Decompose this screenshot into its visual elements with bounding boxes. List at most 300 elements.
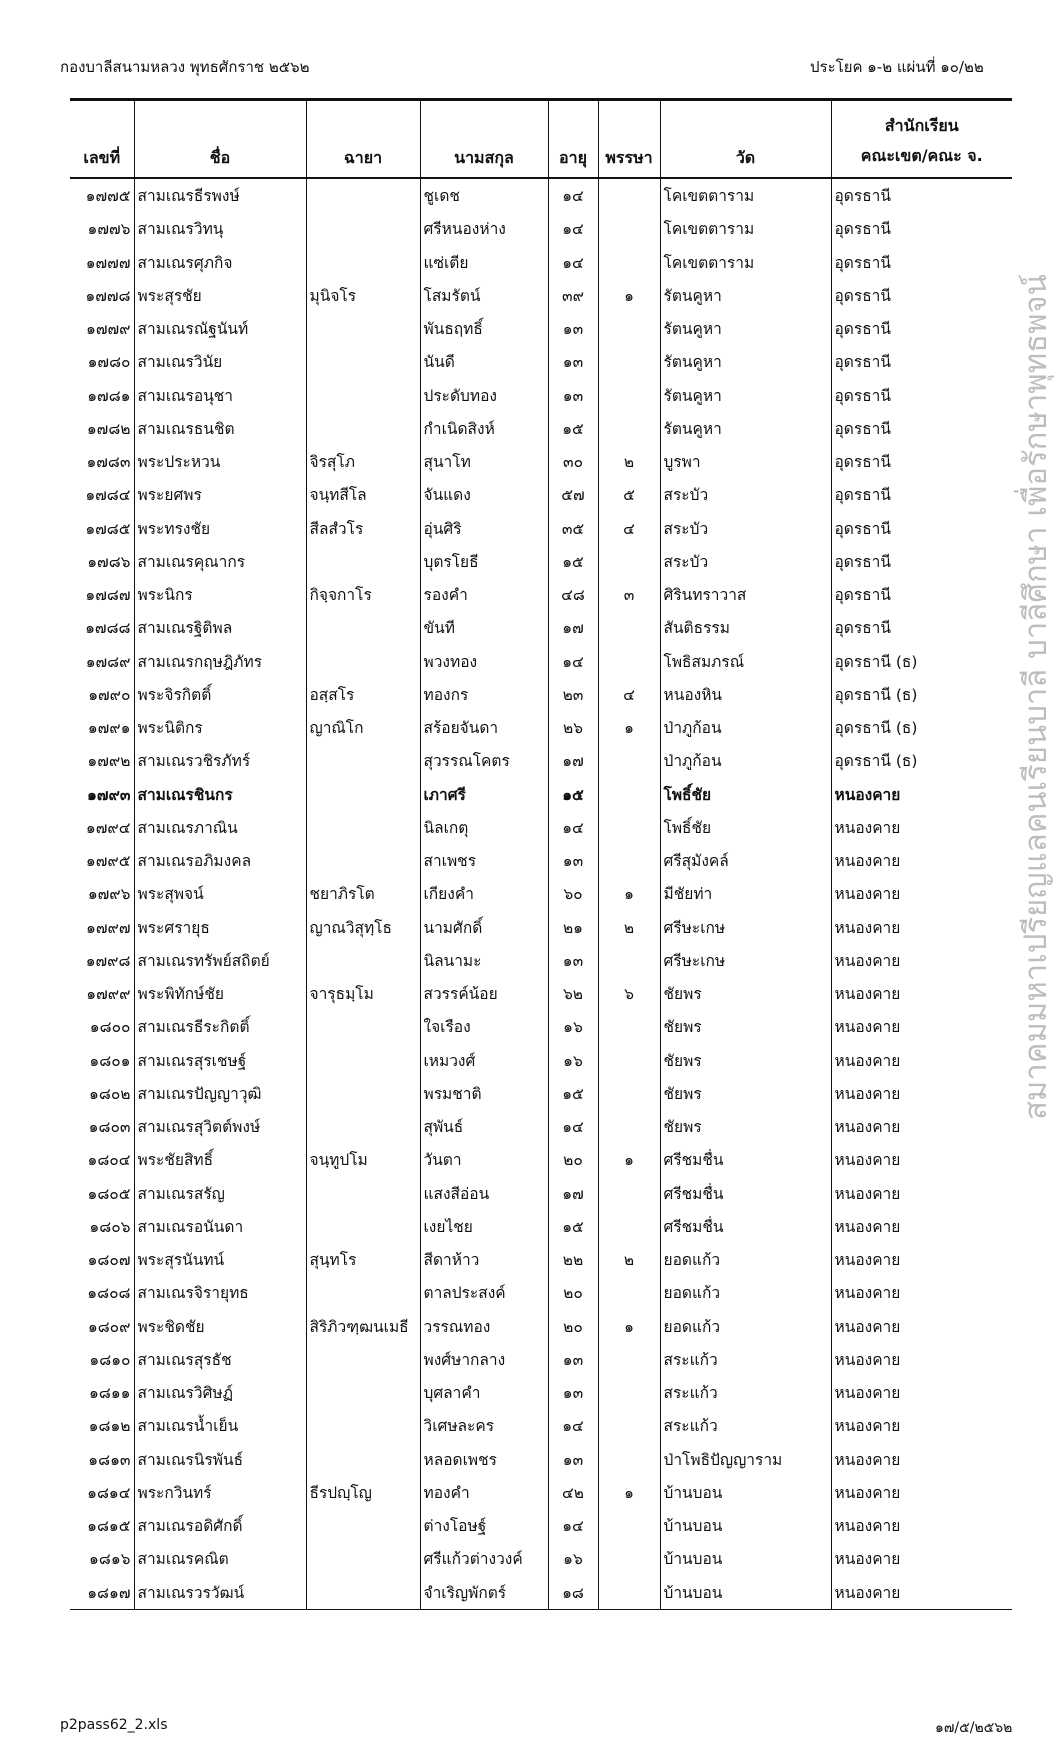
cell-school: อุดรธานี (ธ) [831, 645, 1012, 678]
cell-no: ๑๘๑๖ [89, 1550, 131, 1569]
cell-school: อุดรธานี [831, 379, 1012, 412]
cell-name: พระจิรกิตติ์ [134, 678, 306, 711]
table-row [70, 445, 1012, 478]
cell-surname: เหมวงศ์ [420, 1044, 548, 1077]
cell-wat: สระบัว [660, 478, 831, 511]
footer-filename: p2pass62_2.xls [60, 1717, 168, 1733]
cell-name: พระสุรนันทน์ [134, 1243, 306, 1276]
table-row [70, 246, 1012, 279]
cell-name: สามเณรทรัพย์สถิตย์ [134, 944, 306, 977]
cell-school: หนองคาย [831, 911, 1012, 944]
table-row [70, 545, 1012, 578]
cell-chaya: จิรสุโภ [306, 445, 420, 478]
cell-age: ๑๔ [548, 246, 598, 279]
cell-no: ๑๗๙๙ [86, 985, 131, 1004]
cell-school: หนองคาย [831, 1210, 1012, 1243]
cell-surname: นิลเกตุ [420, 811, 548, 844]
cell-chaya: สิริภิวฑฺฒนเมธี [306, 1310, 420, 1343]
cell-age: ๒๑ [548, 911, 598, 944]
cell-name: พระทรงชัย [134, 512, 306, 545]
cell-age: ๑๔ [548, 1110, 598, 1143]
cell-school: หนองคาย [831, 1276, 1012, 1309]
cell-wat: ศรีษะเกษ [660, 944, 831, 977]
table-row [70, 512, 1012, 545]
cell-wat: ชัยพร [660, 1077, 831, 1110]
cell-name: สามเณรอนุชา [134, 379, 306, 412]
cell-surname: แซ่เตีย [420, 246, 548, 279]
table-row [70, 1010, 1012, 1043]
cell-chaya: สีลสํวโร [306, 512, 420, 545]
cell-surname: สีดาห้าว [420, 1243, 548, 1276]
table-body [70, 178, 1012, 1609]
cell-wat: ชัยพร [660, 1044, 831, 1077]
cell-wat: รัตนคูหา [660, 412, 831, 445]
cell-name: พระสุรชัย [134, 279, 306, 312]
cell-age: ๑๔ [548, 1509, 598, 1542]
cell-school: หนองคาย [831, 1376, 1012, 1409]
table-row [70, 1143, 1012, 1176]
table-row [70, 877, 1012, 910]
cell-name: พระชิดชัย [134, 1310, 306, 1343]
cell-surname: ตาลประสงค์ [420, 1276, 548, 1309]
cell-chaya [306, 545, 420, 578]
cell-wat: ชัยพร [660, 1010, 831, 1043]
cell-age: ๖๒ [548, 977, 598, 1010]
cell-vassa: ๔ [598, 512, 660, 545]
cell-vassa: ๑ [598, 1310, 660, 1343]
cell-vassa: ๑ [598, 1476, 660, 1509]
cell-vassa [598, 1542, 660, 1575]
cell-school: หนองคาย [831, 1409, 1012, 1442]
cell-surname: นามศักดิ์ [420, 911, 548, 944]
cell-age: ๔๒ [548, 1476, 598, 1509]
table-row [70, 345, 1012, 378]
cell-chaya [306, 1576, 420, 1610]
cell-school: อุดรธานี [831, 412, 1012, 445]
cell-wat: บ้านบอน [660, 1542, 831, 1575]
table-row [70, 178, 1012, 212]
cell-name: สามเณรสรัญ [134, 1177, 306, 1210]
cell-surname: จำเริญพักตร์ [420, 1576, 548, 1610]
column-header-school [831, 100, 1012, 179]
cell-no: ๑๗๙๒ [87, 752, 131, 771]
table-row [70, 678, 1012, 711]
column-header-school-top: สำนักเรียน [884, 116, 959, 135]
cell-name: สามเณรอดิศักดิ์ [134, 1509, 306, 1542]
cell-school: อุดรธานี [831, 578, 1012, 611]
cell-no: ๑๗๘๑ [87, 386, 131, 405]
cell-no: ๑๗๙๔ [85, 818, 131, 837]
cell-age: ๑๓ [548, 844, 598, 877]
cell-age: ๒๐ [548, 1310, 598, 1343]
cell-age: ๑๖ [548, 1542, 598, 1575]
cell-name: พระศรายุธ [134, 911, 306, 944]
cell-chaya [306, 178, 420, 212]
cell-chaya [306, 345, 420, 378]
cell-vassa [598, 1576, 660, 1610]
table-row [70, 1443, 1012, 1476]
table-row [70, 977, 1012, 1010]
cell-chaya: มุนิจโร [306, 279, 420, 312]
cell-school: หนองคาย [831, 1143, 1012, 1176]
cell-chaya: ธีรปญฺโญ [306, 1476, 420, 1509]
cell-surname: ต่างโอษฐ์ [420, 1509, 548, 1542]
cell-vassa [598, 645, 660, 678]
cell-vassa: ๑ [598, 279, 660, 312]
cell-surname: บุศลาคำ [420, 1376, 548, 1409]
cell-no: ๑๗๘๔ [85, 486, 131, 505]
cell-wat: โคเขตตาราม [660, 246, 831, 279]
cell-name: สามเณรณัฐนันท์ [134, 312, 306, 345]
table-row [70, 711, 1012, 744]
table-row [70, 645, 1012, 678]
cell-age: ๑๓ [548, 312, 598, 345]
cell-surname: สุนาโท [420, 445, 548, 478]
cell-surname: สวรรค์น้อย [420, 977, 548, 1010]
cell-age: ๑๗ [548, 611, 598, 644]
cell-school: หนองคาย [831, 1343, 1012, 1376]
cell-wat: ศรีชมชื่น [660, 1210, 831, 1243]
cell-chaya [306, 944, 420, 977]
cell-age: ๑๔ [548, 212, 598, 245]
cell-wat: สระแก้ว [660, 1409, 831, 1442]
cell-chaya [306, 1276, 420, 1309]
cell-name: สามเณรธนชิต [134, 412, 306, 445]
cell-age: ๑๓ [548, 1376, 598, 1409]
cell-wat: โพธิสมภรณ์ [660, 645, 831, 678]
cell-age: ๑๖ [548, 1010, 598, 1043]
cell-vassa: ๕ [598, 478, 660, 511]
cell-chaya: กิจฺจกาโร [306, 578, 420, 611]
cell-age: ๕๗ [548, 478, 598, 511]
cell-wat: รัตนคูหา [660, 345, 831, 378]
cell-school: อุดรธานี [831, 345, 1012, 378]
cell-chaya: จนฺทูปโม [306, 1143, 420, 1176]
cell-no: ๑๘๐๖ [89, 1217, 131, 1236]
cell-age: ๓๙ [548, 279, 598, 312]
table-row [70, 1576, 1012, 1610]
cell-vassa: ๑ [598, 877, 660, 910]
cell-wat: หนองหิน [660, 678, 831, 711]
cell-age: ๒๖ [548, 711, 598, 744]
cell-wat: ศรีสุมังคล์ [660, 844, 831, 877]
table-row [70, 911, 1012, 944]
cell-school: อุดรธานี [831, 478, 1012, 511]
cell-school: หนองคาย [831, 1443, 1012, 1476]
cell-school: อุดรธานี [831, 246, 1012, 279]
cell-name: พระยศพร [134, 478, 306, 511]
cell-surname: ขันที [420, 611, 548, 644]
cell-school: อุดรธานี [831, 545, 1012, 578]
cell-vassa [598, 1044, 660, 1077]
table-row [70, 1509, 1012, 1542]
document-header-left: กองบาลีสนามหลวง พุทธศักราช ๒๕๖๒ [60, 58, 310, 76]
cell-wat: ศรีษะเกษ [660, 911, 831, 944]
cell-no: ๑๗๘๖ [87, 552, 131, 571]
table-row [70, 1077, 1012, 1110]
cell-wat: ศรีชมชื่น [660, 1177, 831, 1210]
cell-no: ๑๘๐๒ [89, 1084, 131, 1103]
cell-wat: ป่าภูก้อน [660, 744, 831, 777]
cell-vassa [598, 844, 660, 877]
cell-chaya [306, 811, 420, 844]
cell-school: หนองคาย [831, 1310, 1012, 1343]
cell-age: ๑๔ [548, 178, 598, 212]
cell-surname: หลอดเพชร [420, 1443, 548, 1476]
cell-school: หนองคาย [831, 1542, 1012, 1575]
cell-school: อุดรธานี [831, 279, 1012, 312]
cell-age: ๒๐ [548, 1143, 598, 1176]
cell-school: อุดรธานี [831, 445, 1012, 478]
cell-chaya [306, 611, 420, 644]
cell-chaya [306, 778, 420, 811]
cell-name: สามเณรภาณิน [134, 811, 306, 844]
cell-age: ๖๐ [548, 877, 598, 910]
cell-name: พระสุพจน์ [134, 877, 306, 910]
cell-age: ๑๘ [548, 1576, 598, 1610]
column-header-vassa: พรรษา [598, 100, 660, 179]
cell-age: ๑๖ [548, 1044, 598, 1077]
column-header-age: อายุ [548, 100, 598, 179]
cell-no: ๑๘๐๘ [87, 1284, 131, 1303]
cell-name: สามเณรวรวัฒน์ [134, 1576, 306, 1610]
cell-age: ๑๗ [548, 1177, 598, 1210]
cell-vassa: ๑ [598, 711, 660, 744]
cell-wat: บูรพา [660, 445, 831, 478]
table-row [70, 778, 1012, 811]
cell-no: ๑๗๗๕ [85, 187, 131, 206]
column-header-surname: นามสกุล [420, 100, 548, 179]
table-row [70, 1044, 1012, 1077]
cell-school: หนองคาย [831, 778, 1012, 811]
cell-no: ๑๘๐๗ [87, 1251, 131, 1270]
cell-age: ๑๗ [548, 744, 598, 777]
cell-school: หนองคาย [831, 1044, 1012, 1077]
cell-name: สามเณรวินัย [134, 345, 306, 378]
cell-no: ๑๘๐๓ [88, 1118, 131, 1137]
cell-surname: นิลนามะ [420, 944, 548, 977]
cell-surname: วรรณทอง [420, 1310, 548, 1343]
cell-name: สามเณรวชิรภัทร์ [134, 744, 306, 777]
cell-surname: ศรีหนองห่าง [420, 212, 548, 245]
table-header-row [70, 100, 1012, 179]
cell-wat: รัตนคูหา [660, 379, 831, 412]
cell-school: หนองคาย [831, 811, 1012, 844]
cell-surname: ชูเดช [420, 178, 548, 212]
table-row [70, 1276, 1012, 1309]
cell-vassa [598, 1177, 660, 1210]
cell-vassa [598, 611, 660, 644]
cell-no: ๑๗๗๙ [85, 320, 131, 339]
cell-age: ๑๓ [548, 379, 598, 412]
cell-wat: รัตนคูหา [660, 312, 831, 345]
cell-no: ๑๘๑๕ [87, 1517, 131, 1536]
cell-surname: อุ่นศิริ [420, 512, 548, 545]
cell-vassa [598, 778, 660, 811]
cell-school: หนองคาย [831, 1110, 1012, 1143]
table-row [70, 1409, 1012, 1442]
cell-age: ๓๕ [548, 512, 598, 545]
cell-name: สามเณรชินกร [134, 778, 306, 811]
cell-wat: ศิรินทราวาส [660, 578, 831, 611]
cell-no: ๑๗๘๘ [85, 619, 131, 638]
cell-vassa: ๒ [598, 445, 660, 478]
table-row [70, 578, 1012, 611]
cell-school: หนองคาย [831, 1010, 1012, 1043]
table-row [70, 279, 1012, 312]
table-row [70, 844, 1012, 877]
cell-chaya [306, 1509, 420, 1542]
cell-chaya: อสฺสโร [306, 678, 420, 711]
cell-vassa [598, 1110, 660, 1143]
cell-school: หนองคาย [831, 1509, 1012, 1542]
cell-school: อุดรธานี [831, 312, 1012, 345]
table-row [70, 1243, 1012, 1276]
cell-surname: เภาศรี [420, 778, 548, 811]
cell-age: ๔๘ [548, 578, 598, 611]
cell-chaya [306, 412, 420, 445]
cell-age: ๒๓ [548, 678, 598, 711]
cell-surname: พงศ์ษากลาง [420, 1343, 548, 1376]
table-row [70, 379, 1012, 412]
cell-no: ๑๗๘๙ [85, 652, 131, 671]
cell-vassa [598, 246, 660, 279]
cell-chaya [306, 1343, 420, 1376]
cell-vassa [598, 545, 660, 578]
cell-wat: บ้านบอน [660, 1509, 831, 1542]
cell-chaya: ญาณวิสุทฺโธ [306, 911, 420, 944]
cell-surname: วิเศษละคร [420, 1409, 548, 1442]
cell-name: สามเณรคุณากร [134, 545, 306, 578]
cell-wat: มีชัยท่า [660, 877, 831, 910]
cell-surname: สุพันธ์ [420, 1110, 548, 1143]
cell-chaya [306, 744, 420, 777]
cell-name: สามเณรวิทนุ [134, 212, 306, 245]
cell-name: สามเณรน้ำเย็น [134, 1409, 306, 1442]
cell-name: สามเณรปัญญาวุฒิ [134, 1077, 306, 1110]
table-row [70, 1343, 1012, 1376]
cell-vassa [598, 811, 660, 844]
cell-vassa [598, 1210, 660, 1243]
cell-wat: บ้านบอน [660, 1476, 831, 1509]
cell-school: อุดรธานี [831, 611, 1012, 644]
cell-chaya [306, 844, 420, 877]
cell-name: สามเณรอนันดา [134, 1210, 306, 1243]
cell-name: พระนิกร [134, 578, 306, 611]
cell-surname: สาเพชร [420, 844, 548, 877]
cell-chaya [306, 1110, 420, 1143]
cell-school: หนองคาย [831, 944, 1012, 977]
cell-no: ๑๗๗๖ [87, 220, 131, 239]
cell-surname: ศรีแก้วต่างวงค์ [420, 1542, 548, 1575]
table-row [70, 1542, 1012, 1575]
cell-vassa: ๔ [598, 678, 660, 711]
cell-school: หนองคาย [831, 844, 1012, 877]
cell-wat: บ้านบอน [660, 1576, 831, 1610]
cell-no: ๑๘๐๕ [87, 1184, 131, 1203]
cell-name: สามเณรจิรายุทธ [134, 1276, 306, 1309]
cell-chaya: ญาณิโก [306, 711, 420, 744]
results-table [70, 98, 1012, 1610]
footer-date: ๑๗/๕/๒๕๖๒ [935, 1720, 1013, 1736]
cell-no: ๑๘๑๑ [89, 1384, 131, 1403]
cell-chaya [306, 1010, 420, 1043]
cell-name: สามเณรกฤษฎิภัทร [134, 645, 306, 678]
cell-surname: ใจเรือง [420, 1010, 548, 1043]
cell-age: ๑๔ [548, 645, 598, 678]
cell-vassa [598, 412, 660, 445]
cell-school: หนองคาย [831, 1243, 1012, 1276]
cell-wat: สระบัว [660, 512, 831, 545]
cell-no: ๑๘๐๑ [89, 1051, 131, 1070]
cell-school: อุดรธานี [831, 212, 1012, 245]
cell-age: ๑๓ [548, 944, 598, 977]
column-header-school-bottom: คณะเขต/คณะ จ. [860, 146, 983, 165]
cell-no: ๑๗๙๗ [85, 918, 131, 937]
cell-wat: โพธิ์ชัย [660, 811, 831, 844]
cell-chaya: สุนฺทโร [306, 1243, 420, 1276]
cell-name: สามเณรนิรพันธ์ [134, 1443, 306, 1476]
table-row [70, 1310, 1012, 1343]
cell-vassa [598, 744, 660, 777]
document-header-right: ประโยค ๑-๒ แผ่นที่ ๑๐/๒๒ [810, 58, 984, 76]
cell-vassa [598, 1343, 660, 1376]
cell-wat: ชัยพร [660, 977, 831, 1010]
table-row [70, 1210, 1012, 1243]
cell-surname: วันตา [420, 1143, 548, 1176]
cell-wat: ป่าภูก้อน [660, 711, 831, 744]
cell-name: พระนิติกร [134, 711, 306, 744]
cell-no: ๑๗๘๒ [86, 419, 131, 438]
cell-age: ๑๕ [548, 412, 598, 445]
cell-name: สามเณรธีรพงษ์ [134, 178, 306, 212]
cell-age: ๑๓ [548, 1343, 598, 1376]
cell-vassa [598, 1409, 660, 1442]
column-header-name: ชื่อ [134, 100, 306, 179]
table-row [70, 478, 1012, 511]
cell-wat: โคเขตตาราม [660, 212, 831, 245]
cell-no: ๑๗๙๑ [87, 719, 131, 738]
cell-chaya [306, 246, 420, 279]
cell-surname: เกียงคำ [420, 877, 548, 910]
cell-no: ๑๗๙๖ [87, 885, 131, 904]
cell-no: ๑๗๙๕ [85, 852, 131, 871]
cell-vassa [598, 1509, 660, 1542]
cell-chaya: ชยาภิรโต [306, 877, 420, 910]
table-row [70, 611, 1012, 644]
cell-name: สามเณรธีระกิตติ์ [134, 1010, 306, 1043]
cell-no: ๑๗๗๘ [85, 286, 131, 305]
column-header-wat: วัด [660, 100, 831, 179]
cell-school: หนองคาย [831, 1576, 1012, 1610]
watermark-text: สมาคมมหาเปรียญแลคนเรียนบาลี บาลีศึกษา เพื่อรักษาพุทธพจน์ [1018, 274, 1054, 1120]
cell-name: พระกวินทร์ [134, 1476, 306, 1509]
cell-name: พระชัยสิทธิ์ [134, 1143, 306, 1176]
cell-age: ๑๓ [548, 345, 598, 378]
cell-vassa [598, 1010, 660, 1043]
cell-surname: จันแดง [420, 478, 548, 511]
cell-no: ๑๘๑๒ [88, 1417, 131, 1436]
table-row [70, 811, 1012, 844]
cell-vassa: ๑ [598, 1143, 660, 1176]
cell-surname: พันธฤทธิ์ [420, 312, 548, 345]
cell-surname: บุตรโยธี [420, 545, 548, 578]
cell-age: ๑๓ [548, 1443, 598, 1476]
cell-name: พระประหวน [134, 445, 306, 478]
cell-surname: ทองกร [420, 678, 548, 711]
cell-chaya [306, 645, 420, 678]
table-row [70, 212, 1012, 245]
